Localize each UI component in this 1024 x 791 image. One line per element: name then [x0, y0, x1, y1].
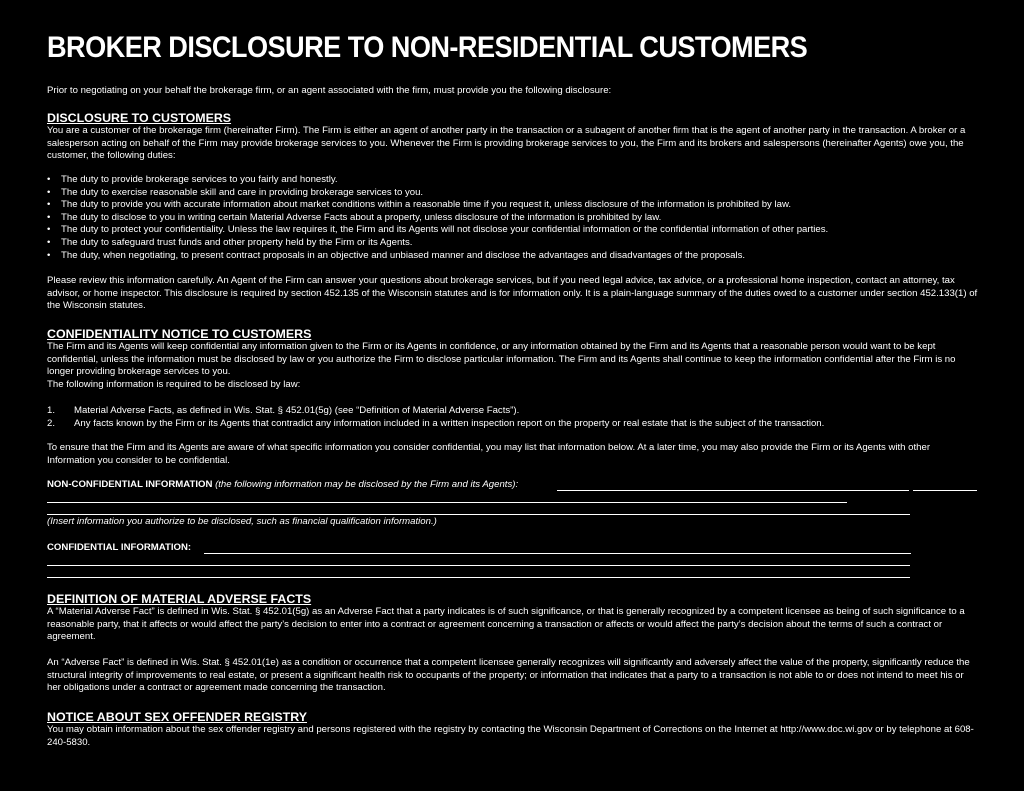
confidentiality-heading: CONFIDENTIALITY NOTICE TO CUSTOMERS	[47, 327, 312, 341]
list-item: • The duty to provide you with accurate information about market conditions within a reasonable time if you request it, unless disclosure of the information is prohibited by law.	[47, 199, 979, 212]
intro-text: Prior to negotiating on your behalf the brokerage firm, or an agent associated with the firm, must provide you the following disclosure:	[47, 85, 612, 96]
nonconfidential-note: (the following information may be disclosed by the Firm and its Agents):	[215, 479, 519, 490]
registry-heading: NOTICE ABOUT SEX OFFENDER REGISTRY	[47, 710, 307, 724]
insert-note: (Insert information you authorize to be disclosed, such as financial qualification information.)	[47, 516, 437, 527]
list-item: • The duty to safeguard trust funds and other property held by the Firm or its Agents.	[47, 237, 979, 250]
list-item: • The duty to exercise reasonable skill and care in providing brokerage services to you.	[47, 187, 979, 200]
confidential-field-line-1[interactable]	[204, 553, 911, 554]
nonconfidential-label-row	[47, 479, 518, 492]
duties-list	[47, 174, 979, 262]
confidential-field-line-2[interactable]	[47, 565, 910, 566]
definition-paragraph-2: An “Adverse Fact” is defined in Wis. Stat. § 452.01(1e) as a condition or occurrence that a competent licensee generally recognizes will significantly and adversely affect the value of the property, significantly reduce the structural integrity of improvements to real estate, or present a significant health risk to occupants of the property; or information that indicates that a party to a transaction is not able to or does not intend to meet his or her obligations under a contract or agreement made concerning the transaction.	[47, 657, 970, 694]
confidential-field-line-3[interactable]	[47, 577, 910, 578]
nonconfidential-field-line-1b[interactable]	[913, 490, 977, 491]
nonconfidential-field-line-3[interactable]	[47, 514, 910, 515]
definition-paragraph-1: A “Material Adverse Fact” is defined in Wis. Stat. § 452.01(5g) as an Adverse Fact that a party indicates is of such significance, or that is generally recognized by a competent licensee as being of such significance to a reasonable party, that it affects or would affect the party’s decision to enter into a contract or agreement concerning a transaction or affects or would affect the party’s decision about the terms of such a contract or agreement.	[47, 606, 965, 643]
confidential-label: CONFIDENTIAL INFORMATION:	[47, 542, 192, 553]
review-paragraph: Please review this information carefully. An Agent of the Firm can answer your questions about brokerage services, but if you need legal advice, tax advice, or a professional home inspection, contact an attorney, tax advisor, or home inspector. This disclosure is required by section 452.135 of the Wisconsin statutes and is for information only. It is a plain-language summary of the duties owed to a customer under section 452.133(1) of the Wisconsin statutes.	[47, 275, 978, 312]
list-item: • The duty, when negotiating, to present contract proposals in an objective and unbiased manner and disclose the advantages and disadvantages of the proposals.	[47, 250, 979, 263]
list-item: • The duty to protect your confidentiality. Unless the law requires it, the Firm and its Agents will not disclose your confidential information or the confidential information of other parties.	[47, 224, 979, 237]
nonconfidential-label: NON-CONFIDENTIAL INFORMATION	[47, 479, 213, 490]
list-item: 2. Any facts known by the Firm or its Agents that contradict any information included in a written inspection report on the property or real estate that is the subject of the transaction.	[47, 417, 825, 429]
required-disclosure-text: The following information is required to be disclosed by law:	[47, 379, 301, 390]
list-item: 1. Material Adverse Facts, as defined in Wis. Stat. § 452.01(5g) (see “Definition of Material Adverse Facts”).	[47, 405, 520, 416]
list-item: • The duty to provide brokerage services to you fairly and honestly.	[47, 174, 979, 187]
list-item: • The duty to disclose to you in writing certain Material Adverse Facts about a property, unless disclosure of the information is prohibited by law.	[47, 212, 979, 225]
page-title: BROKER DISCLOSURE TO NON-RESIDENTIAL CUSTOMERS	[47, 31, 808, 64]
registry-paragraph: You may obtain information about the sex offender registry and persons registered with the registry by contacting the Wisconsin Department of Corrections on the Internet at http://www.doc.wi.gov or by telephone at 608-240-5830.	[47, 724, 974, 748]
required-list	[47, 405, 979, 430]
nonconfidential-field-line-2[interactable]	[47, 502, 847, 503]
definition-heading: DEFINITION OF MATERIAL ADVERSE FACTS	[47, 592, 312, 606]
disclosure-heading: DISCLOSURE TO CUSTOMERS	[47, 111, 232, 125]
nonconfidential-field-line-1a[interactable]	[557, 490, 909, 491]
ensure-paragraph: To ensure that the Firm and its Agents are aware of what specific information you consider confidential, you may list that information below. At a later time, you may also provide the Firm or its Agents with other Information you consider to be confidential.	[47, 442, 931, 466]
disclosure-paragraph: You are a customer of the brokerage firm (hereinafter Firm). The Firm is either an agent of another party in the transaction or a subagent of another firm that is the agent of another party in the transaction. A broker or a salesperson acting on behalf of the Firm may provide brokerage services to you. Whenever the Firm is providing brokerage services to you, the Firm and its brokers and salespersons (hereinafter Agents) owe you, the customer, the following duties:	[47, 125, 966, 162]
confidentiality-paragraph: The Firm and its Agents will keep confidential any information given to the Firm or its Agents in confidence, or any information obtained by the Firm and its Agents that a reasonable person would want to be kept confidential, unless the information must be disclosed by law or you authorize the Firm to disclose particular information. The Firm and its Agents shall continue to keep the information confidential after the Firm is no longer providing brokerage services to you.	[47, 341, 956, 378]
